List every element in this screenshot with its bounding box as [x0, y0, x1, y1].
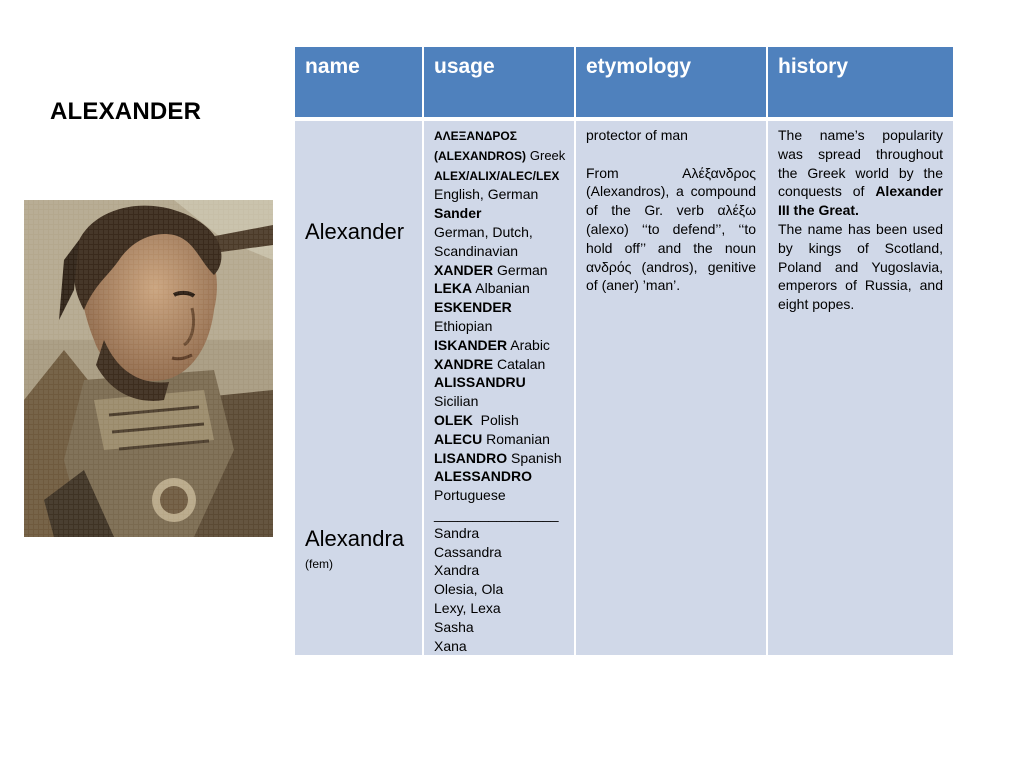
- etymology-origin: From Αλέξανδρος (Alexandros), a compound of the Gr. verb αλέξω (alexo) ‘‘to defend’’, ‘‘to hold off’’ and the noun ανδρός (andros), genitive of (aner) ’man’.: [586, 164, 756, 294]
- list-item: ALISSANDRU Sicilian: [434, 374, 526, 410]
- header-row: [295, 47, 953, 119]
- list-item: ALEX/ALIX/ALEC/LEX: [434, 168, 560, 183]
- history-cell: [767, 119, 953, 655]
- list-item: English, German: [434, 186, 539, 203]
- usage-cell: [423, 119, 575, 655]
- mosaic-portrait-image: [24, 200, 273, 537]
- list-item: ISKANDER Arabic: [434, 336, 550, 353]
- table-row: [295, 119, 953, 655]
- masculine-name: Alexander: [305, 219, 405, 244]
- list-item: OLEK Polish: [434, 411, 519, 428]
- header-name: name: [295, 47, 423, 119]
- list-item: ALESSANDRO: [434, 468, 533, 485]
- history-paragraph-1: [778, 126, 943, 220]
- list-item: Sasha: [434, 618, 474, 635]
- feminine-name: Alexandra: [305, 526, 405, 551]
- list-item: XANDER German: [434, 261, 548, 278]
- header-history: history: [767, 47, 953, 119]
- etymology-cell: [575, 119, 767, 655]
- list-item: LISANDRO Spanish: [434, 449, 562, 466]
- etymology-meaning: protector of man: [586, 127, 688, 143]
- list-item: Cassandra: [434, 543, 502, 560]
- history-paragraph-2: The name has been used by kings of Scotland, Poland and Yugoslavia, emperors of Russia, and eight popes.: [778, 220, 943, 313]
- slide-title: ALEXANDER: [50, 98, 202, 125]
- usage-greek-translit: (ALEXANDROS): [434, 148, 526, 163]
- list-item: Xandra: [434, 562, 480, 579]
- usage-greek: [434, 126, 568, 166]
- list-item: LEKA Albanian: [434, 280, 530, 297]
- usage-divider: ________________: [434, 505, 559, 522]
- header-etymology: etymology: [575, 47, 767, 119]
- list-item: Sandra: [434, 524, 480, 541]
- list-item: German, Dutch, Scandinavian: [434, 223, 533, 259]
- list-item: ESKENDER: [434, 299, 512, 316]
- list-item: Ethiopian: [434, 317, 493, 334]
- name-cell: [295, 119, 423, 655]
- header-usage: usage: [423, 47, 575, 119]
- list-item: Portuguese: [434, 487, 506, 504]
- list-item: ALECU Romanian: [434, 430, 550, 447]
- list-item: XANDRE Catalan: [434, 355, 546, 372]
- feminine-note: (fem): [305, 557, 333, 571]
- list-item: Sander: [434, 205, 482, 222]
- history-text: The name’s popularity was spread throughout the Greek world by the conquests of: [778, 127, 943, 200]
- list-item: Xana: [434, 637, 467, 654]
- names-table: [295, 47, 953, 655]
- list-item: Olesia, Ola: [434, 581, 504, 598]
- list-item: Lexy, Lexa: [434, 599, 501, 616]
- usage-greek-lang: Greek: [529, 147, 566, 163]
- history-emphasis: Alexander III the Great.: [778, 183, 944, 219]
- usage-greek-caps: ΑΛΕΞΑΝΔΡΟΣ: [434, 129, 517, 143]
